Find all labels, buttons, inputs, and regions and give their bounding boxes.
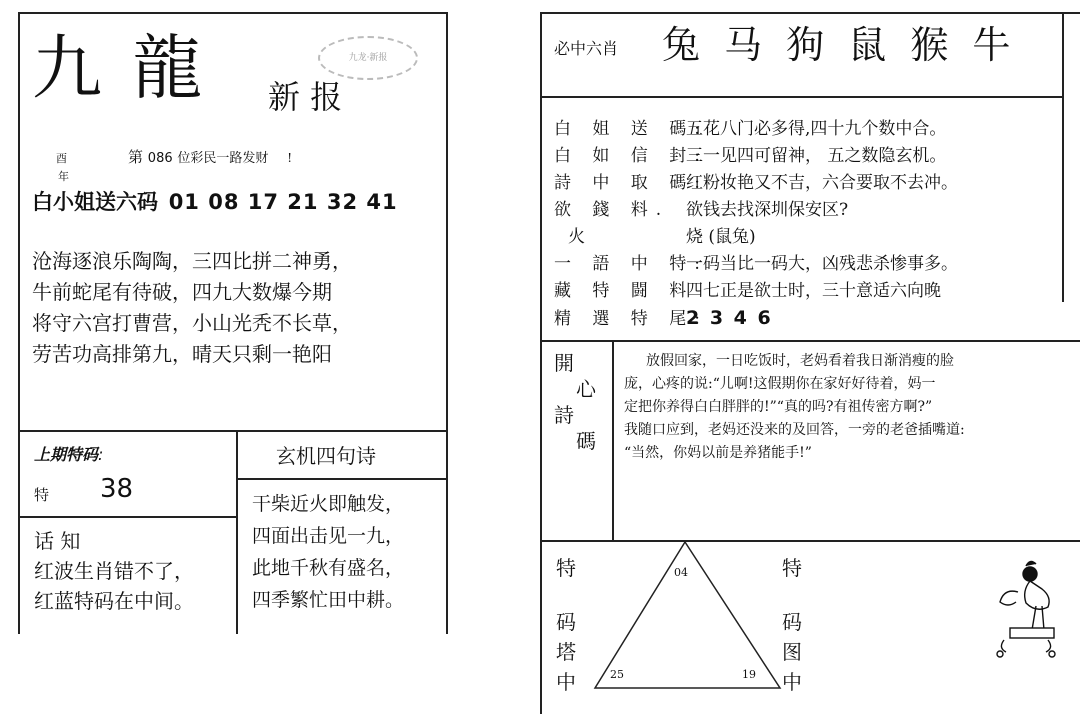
hint-line: 红蓝特码在中间。	[34, 589, 194, 613]
poem-line: 牛前蛇尾有待破，四九大数爆今期	[32, 280, 332, 304]
header-small: 必中六肖	[554, 39, 619, 58]
triangle-left-number: 25	[610, 668, 624, 681]
story-text	[624, 350, 1064, 465]
hint-line: 红波生肖错不了，	[34, 559, 194, 583]
tower-left-label: 特 码 塔 中	[556, 556, 576, 694]
mystery-title: 玄机四句诗	[276, 444, 376, 468]
grid-middle-line	[236, 430, 238, 634]
six-numbers-label: 白小姐送六码	[32, 189, 158, 214]
brand-title: 九 龍	[32, 27, 207, 109]
info-row: 白 姐 送 碼:五花八门必多得,四十九个数中合。	[554, 119, 947, 139]
poem-line: 沧海逐浪乐陶陶，三四比拼二神勇，	[32, 249, 352, 273]
info-rows	[554, 116, 958, 333]
brand-stamp: 九龙·新报	[318, 36, 418, 80]
info-row: 火 烧 (鼠兔)	[568, 227, 756, 247]
story-side-divider	[612, 340, 614, 542]
rooster-illustration	[990, 556, 1060, 660]
right-right-border-upper	[1062, 12, 1064, 302]
poem-line: 劳苦功高排第九，晴天只剩一艳阳	[32, 342, 332, 366]
year-label-bottom: 年	[58, 170, 69, 183]
header-divider	[540, 96, 1064, 98]
mystery-line: 四面出击见一九，	[252, 525, 405, 547]
mystery-block	[252, 488, 404, 616]
story-line: 庞，心疼的说:“儿啊!这假期你在家好好待着，妈一	[624, 376, 936, 392]
story-line: 放假回家，一日吃饭时，老妈看着我日渐消瘦的脸	[646, 353, 954, 369]
last-special-title: 上期特码:	[34, 445, 104, 464]
right-page	[520, 0, 1080, 719]
grid-right-divider	[236, 478, 448, 480]
story-line: “当然，你妈以前是养猪能手!”	[624, 445, 812, 461]
mystery-line: 四季繁忙田中耕。	[252, 589, 405, 611]
side-title: 開 心 詩 碼	[554, 351, 596, 453]
mystery-line: 此地千秋有盛名，	[252, 557, 405, 579]
header-zodiacs: 兔 马 狗 鼠 猴 牛	[662, 23, 1017, 67]
story-top-line	[540, 340, 1080, 342]
hint-block	[34, 526, 194, 616]
six-numbers-values: 01 08 17 21 32 41	[168, 190, 398, 214]
last-special-value: 38	[100, 474, 134, 504]
story-line: 定把你养得白白胖胖的!”“真的吗?有祖传密方啊?”	[624, 399, 933, 415]
issue-mark: !	[287, 151, 293, 165]
info-row: 詩 中 取 碼:红粉妆艳又不吉，六合要取不去冲。	[554, 173, 958, 193]
mystery-line: 干柴近火即触发，	[252, 493, 405, 515]
tower-right-label: 特 码 图 中	[782, 556, 802, 694]
hint-title: 话 知	[34, 529, 81, 553]
issue-number: 086	[147, 151, 173, 166]
triangle-right-number: 19	[742, 668, 756, 681]
info-row: 白 如 信 封:三一见四可留神， 五之数隐玄机。	[554, 146, 947, 166]
issue-suffix: 位彩民一路发财	[177, 151, 269, 166]
left-top-border	[18, 12, 448, 14]
year-label-top: 酉	[56, 152, 67, 165]
poem-line: 将守六宫打曹营，小山光秃不长草，	[32, 311, 352, 335]
left-right-border	[446, 12, 448, 634]
issue-prefix: 第	[128, 148, 144, 166]
grid-left-divider	[18, 516, 236, 518]
info-row: 藏 特 闘 料四七正是欲士时，三十意适六向晚	[554, 281, 941, 301]
left-left-border	[18, 12, 20, 634]
issue-line	[128, 146, 292, 167]
triangle-top-number: 04	[674, 566, 688, 579]
brand-subtitle: 新 报	[268, 78, 343, 116]
last-special-label: 特	[34, 486, 50, 504]
poem-block	[32, 246, 352, 370]
info-row: 欲 錢 料. 欲钱去找深圳保安区?	[554, 200, 849, 220]
right-left-border	[540, 12, 542, 714]
info-row: 一 語 中 特:一码当比一码大，凶残悲杀惨事多。	[554, 254, 958, 274]
six-numbers-row	[32, 186, 398, 216]
tail-row: 精 選 特 尾:2 3 4 6	[554, 307, 773, 329]
story-line: 我随口应到，老妈还没来的及回答，一旁的老爸插嘴道:	[624, 422, 965, 438]
grid-top-line	[18, 430, 448, 432]
left-page	[0, 0, 480, 719]
